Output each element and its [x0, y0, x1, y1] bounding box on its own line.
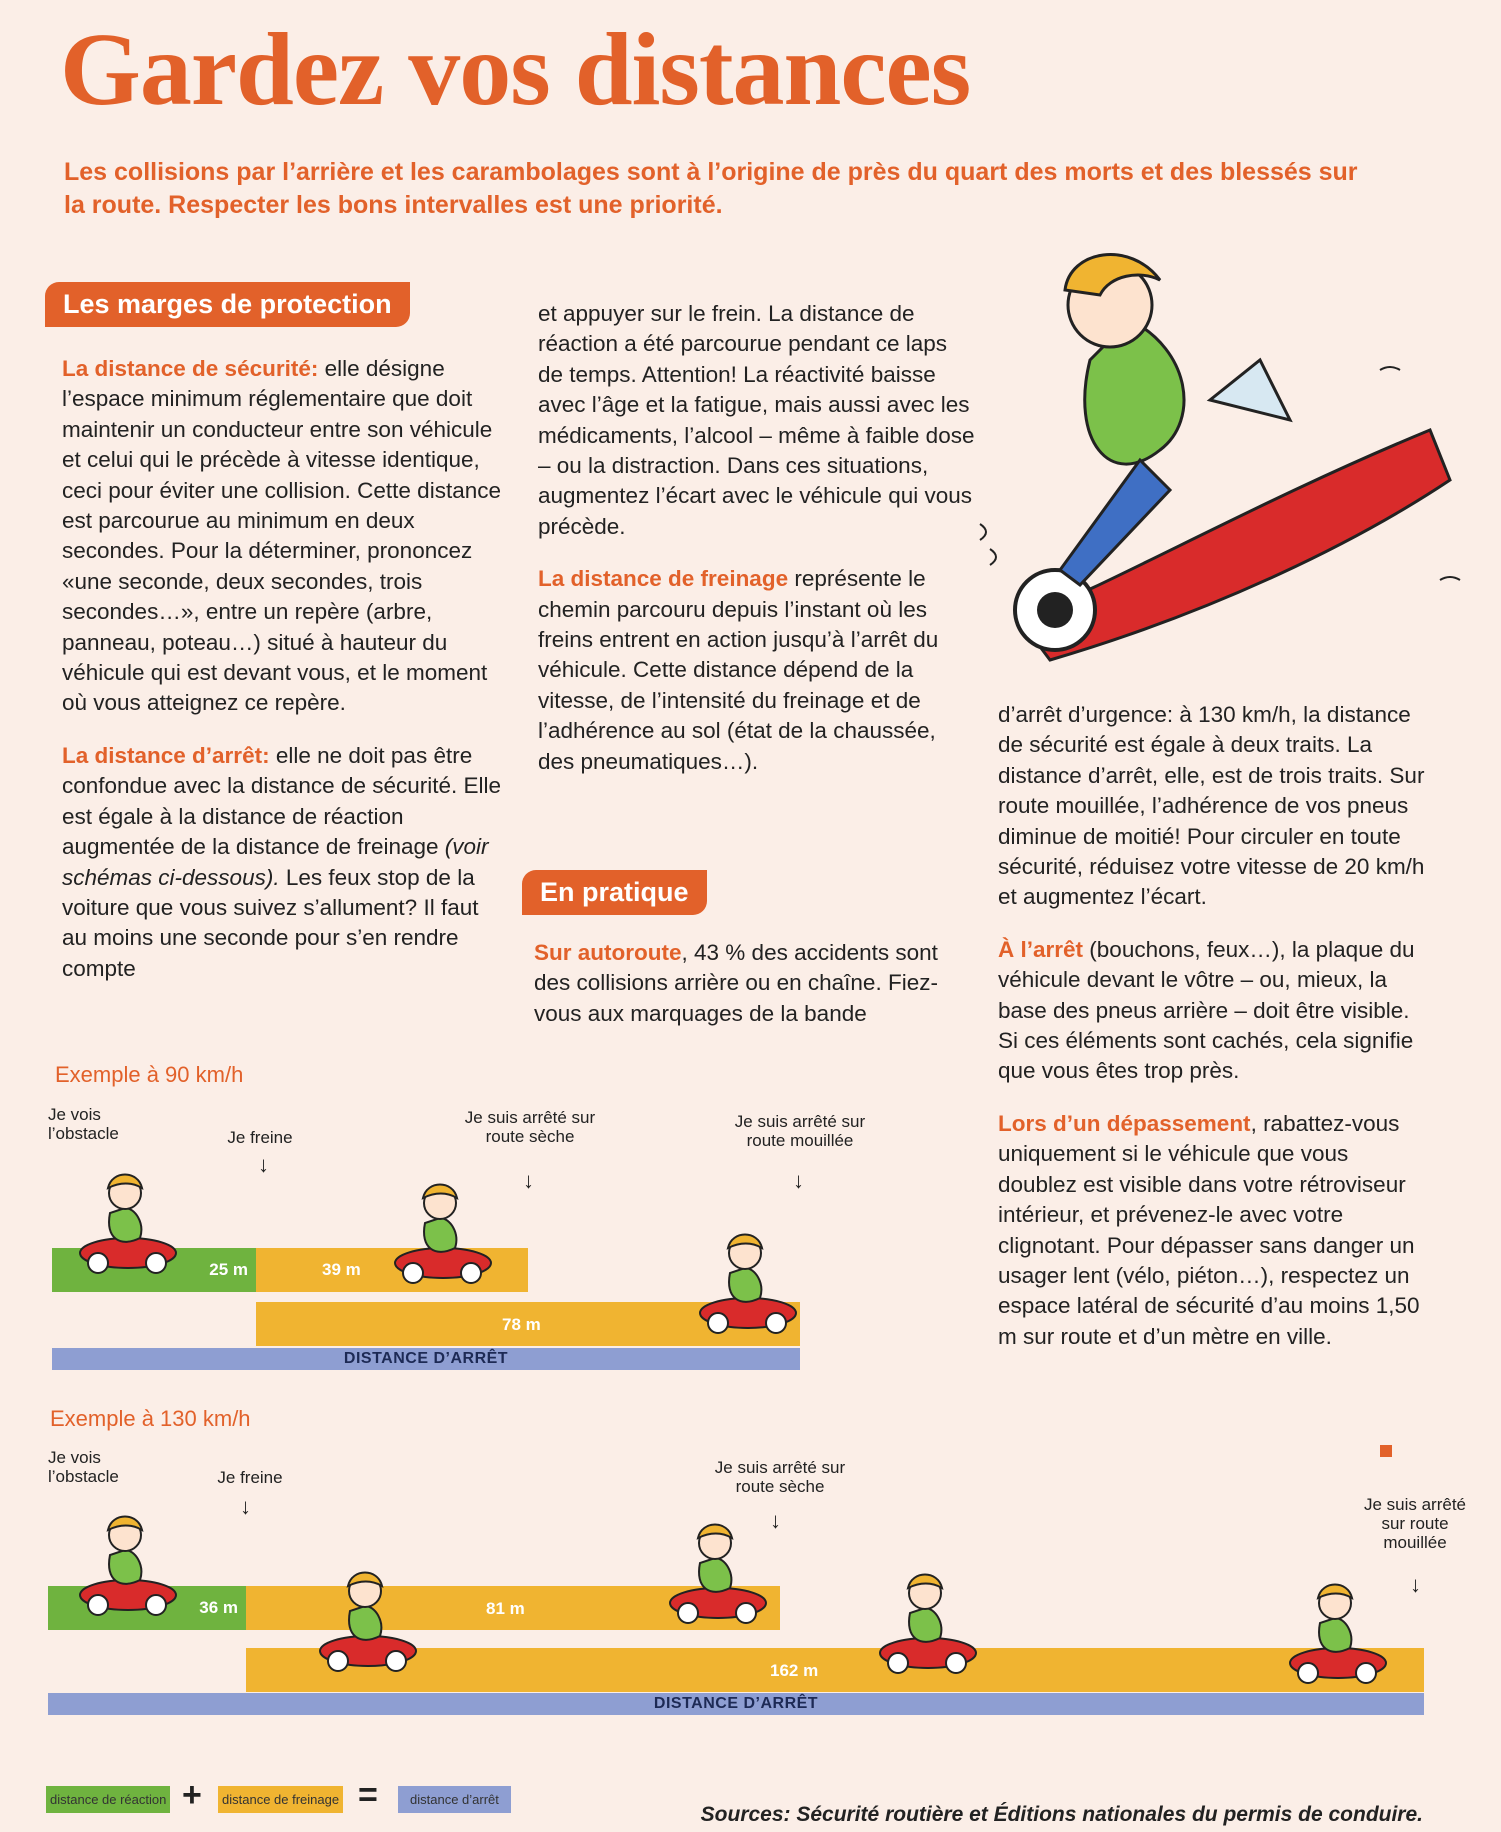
- car-driver-icon: [660, 1518, 770, 1633]
- bar-freinage-mouillee-130: [246, 1648, 1424, 1692]
- column-2: [538, 299, 978, 777]
- label-seche-130: Je suis arrêté sur route sèche: [714, 1458, 846, 1496]
- driver-illustration: [960, 250, 1480, 670]
- text-arret-b: Les feux stop de la voiture que vous suivez s’allument? Il faut au moins une seconde pour s’en rendre compte: [62, 864, 479, 981]
- text-col2: et appuyer sur le frein. La distance de réaction a été parcourue pendant ce laps de temps. Attention! La réactivité baisse avec l’âge et la fatigue, mais aussi avec les médicaments, l’alcool – même à faible dose – ou la distraction. Dans ces situations, augmentez l’écart avec le véhicule qui vous précède.: [538, 301, 975, 539]
- text-a-larret: (bouchons, feux…), la plaque du véhicule devant le vôtre – ou, mieux, la base des pneus arrière – doit être visible. Si ces éléments sont cachés, cela signifie que vous êtes trop près.: [998, 936, 1415, 1084]
- bar-label-reaction-130: 36 m: [199, 1598, 238, 1617]
- intro-text: Les collisions par l’arrière et les carambolages sont à l’origine de près du quart des morts et des blessés sur la route. Respecter les bons intervalles est une priorité.: [64, 158, 1358, 219]
- legend-equals: =: [358, 1776, 378, 1814]
- label-mouillee-90: Je suis arrêté sur route mouillée: [734, 1112, 866, 1150]
- column-3: [998, 700, 1428, 1352]
- legend-reaction: distance de réaction: [46, 1786, 170, 1813]
- legend-plus: +: [182, 1776, 202, 1814]
- page-title: Gardez vos distances: [60, 12, 971, 127]
- label-freine-90: Je freine: [227, 1128, 293, 1147]
- bar-label-mouillee-130: 162 m: [770, 1661, 819, 1680]
- text-securite: elle désigne l’espace minimum réglementaire que doit maintenir un conducteur entre son véhicule et celui qui le précède à vitesse identique, ceci pour éviter une collision. Cette distance est parcourue au minimum en deux secondes. Pour la déterminer, prononcez «une seconde, deux secondes, trois secondes…», entre un repère (arbre, panneau, poteau…) situé à hauteur du véhicule qui est devant vous, et le moment où vous atteignez ce repère.: [62, 356, 501, 716]
- arrow-down-icon: ↓: [770, 1508, 781, 1533]
- bar-label-arret-130: DISTANCE D’ARRÊT: [653, 1695, 819, 1712]
- car-driver-icon: [70, 1510, 180, 1625]
- label-obstacle-90: Je vois l’obstacle: [48, 1105, 119, 1143]
- bar-label-mouillee-90: 78 m: [502, 1315, 541, 1334]
- term-arret: La distance d’arrêt:: [62, 742, 270, 768]
- bar-label-arret-90: DISTANCE D’ARRÊT: [343, 1350, 509, 1367]
- label-freine-130: Je freine: [217, 1468, 283, 1487]
- text-autoroute: , 43 % des accidents sont des collisions arrière ou en chaîne. Fiez-vous aux marquages de la bande: [534, 940, 938, 1026]
- label-seche-90: Je suis arrêté sur route sèche: [464, 1108, 596, 1146]
- bar-label-reaction-90: 25 m: [209, 1260, 248, 1279]
- car-driver-icon: [70, 1168, 180, 1283]
- column-2b: [534, 938, 974, 1029]
- text-arret-a: elle ne doit pas être confondue avec la distance de sécurité. Elle est égale à la distance de réaction augmentée de la distance de freinage: [62, 742, 502, 860]
- bar-arret-130: [48, 1693, 1424, 1715]
- arrow-down-icon: ↓: [258, 1152, 269, 1177]
- arrow-down-icon: ↓: [523, 1168, 534, 1193]
- label-obstacle-130: Je vois l’obstacle: [48, 1448, 119, 1486]
- car-driver-icon: [385, 1178, 495, 1293]
- legend-freinage: distance de freinage: [218, 1786, 343, 1813]
- legend-arret: distance d’arrêt: [398, 1786, 511, 1813]
- term-freinage: La distance de freinage: [538, 566, 789, 592]
- car-driver-icon: [690, 1228, 800, 1343]
- term-autoroute: Sur autoroute: [534, 940, 682, 965]
- term-securite: La distance de sécurité:: [62, 356, 319, 381]
- column-1: [62, 354, 502, 984]
- bar-arret-90: [52, 1348, 800, 1370]
- arrow-down-icon: ↓: [793, 1168, 804, 1193]
- heading-marges: Les marges de protection: [45, 282, 410, 327]
- car-driver-icon: [1280, 1578, 1390, 1693]
- text-col3: d’arrêt d’urgence: à 130 km/h, la distance de sécurité est égale à deux traits. La distance d’arrêt, elle, est de trois traits. Sur route mouillée, l’adhérence de vos pneus diminue de moitié! Pour circuler en toute sécurité, réduisez votre vitesse de 20 km/h et augmentez l’écart.: [998, 702, 1425, 910]
- car-driver-icon: [870, 1568, 980, 1683]
- label-mouillee-130: Je suis arrêté sur route mouillée: [1363, 1495, 1467, 1552]
- text-freinage: représente le chemin parcouru depuis l’instant où les freins entrent en action jusqu’à l’arrêt du véhicule. Cette distance dépend de la vitesse, de l’intensité du freinage et de l’adhérence au sol (état de la chaussée, des pneumatiques…).: [538, 566, 939, 774]
- bar-label-seche-90: 39 m: [322, 1260, 361, 1279]
- car-driver-icon: [310, 1566, 420, 1681]
- term-a-larret: À l’arrêt: [998, 936, 1084, 962]
- heading-pratique: En pratique: [522, 870, 707, 915]
- arrow-down-icon: ↓: [240, 1494, 251, 1519]
- end-square-icon: [1380, 1445, 1392, 1457]
- diagram-90-title: Exemple à 90 km/h: [55, 1062, 244, 1087]
- arrow-down-icon: ↓: [1410, 1572, 1421, 1597]
- sources-text: Sources: Sécurité routière et Éditions nationales du permis de conduire.: [700, 1803, 1423, 1826]
- text-depassement: , rabattez-vous uniquement si le véhicule que vous doublez est visible dans votre rétroviseur intérieur, et prévenez-le avec votre clignotant. Pour dépasser sans danger un usager lent (vélo, piéton…), respectez un espace latéral de sécurité d’au moins 1,50 m sur route et d’un mètre en ville.: [998, 1110, 1420, 1349]
- bar-label-seche-130: 81 m: [486, 1599, 525, 1618]
- diagram-130-title: Exemple à 130 km/h: [50, 1406, 251, 1431]
- term-depassement: Lors d’un dépassement: [998, 1110, 1251, 1136]
- text-arret-italic: (voir schémas ci-dessous).: [62, 834, 489, 890]
